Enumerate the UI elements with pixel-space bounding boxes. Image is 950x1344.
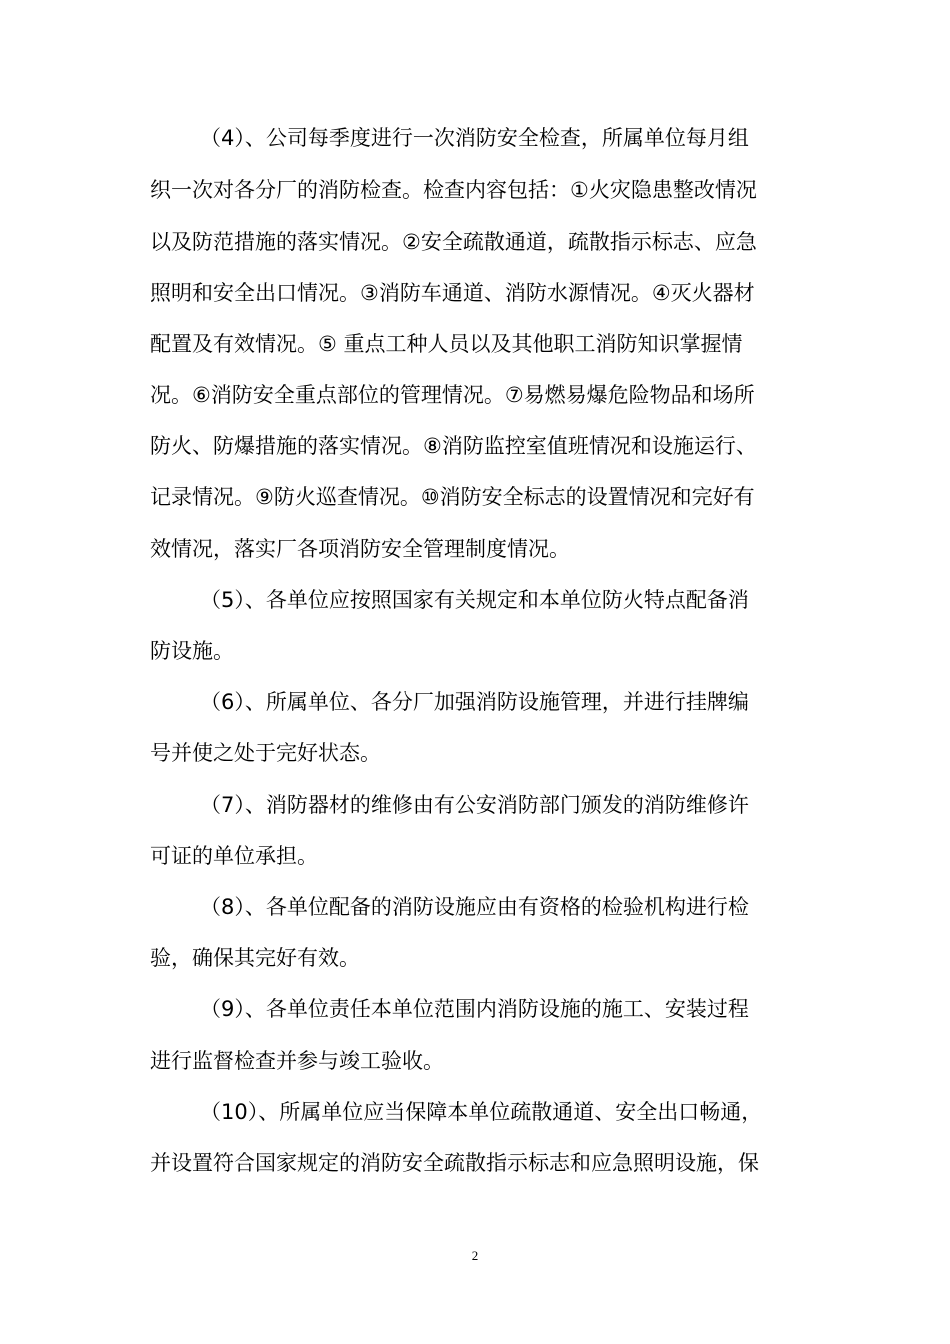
paragraph-line: 以及防范措施的落实情况。②安全疏散通道，疏散指示标志、应急 <box>150 230 757 254</box>
paragraph-line: （8）、各单位配备的消防设施应由有资格的检验机构进行检 <box>200 895 749 919</box>
paragraph-line: 效情况，落实厂各项消防安全管理制度情况。 <box>150 537 570 561</box>
paragraph-line: 况。⑥消防安全重点部位的管理情况。⑦易燃易爆危险物品和场所 <box>150 383 755 407</box>
paragraph-line: 验，确保其完好有效。 <box>150 946 360 970</box>
paragraph-line: （10）、所属单位应当保障本单位疏散通道、安全出口畅通， <box>200 1100 763 1124</box>
paragraph-line: 号并使之处于完好状态。 <box>150 741 381 765</box>
page-number: 2 <box>471 1248 479 1263</box>
paragraph-line: 进行监督检查并参与竣工验收。 <box>150 1049 444 1073</box>
paragraph-line: 配置及有效情况。⑤ 重点工种人员以及其他职工消防知识掌握情 <box>150 332 743 356</box>
paragraph-line: （9）、各单位责任本单位范围内消防设施的施工、安装过程 <box>200 997 749 1021</box>
paragraph-line: （5）、各单位应按照国家有关规定和本单位防火特点配备消 <box>200 588 749 612</box>
paragraph-line: （6）、所属单位、各分厂加强消防设施管理，并进行挂牌编 <box>200 690 749 714</box>
paragraph-line: （4）、公司每季度进行一次消防安全检查，所属单位每月组 <box>200 126 749 150</box>
paragraph-line: 防设施。 <box>150 639 234 663</box>
paragraph-line: 记录情况。⑨防火巡查情况。⑩消防安全标志的设置情况和完好有 <box>150 485 755 509</box>
paragraph-line: 可证的单位承担。 <box>150 844 318 868</box>
paragraph-line: 并设置符合国家规定的消防安全疏散指示标志和应急照明设施，保 <box>150 1151 759 1175</box>
paragraph-line: 照明和安全出口情况。③消防车通道、消防水源情况。④灭火器材 <box>150 281 755 305</box>
paragraph-line: （7）、消防器材的维修由有公安消防部门颁发的消防维修许 <box>200 793 749 817</box>
paragraph-line: 防火、防爆措施的落实情况。⑧消防监控室值班情况和设施运行、 <box>150 434 757 458</box>
paragraph-line: 织一次对各分厂的消防检查。检查内容包括：①火灾隐患整改情况 <box>150 178 757 202</box>
